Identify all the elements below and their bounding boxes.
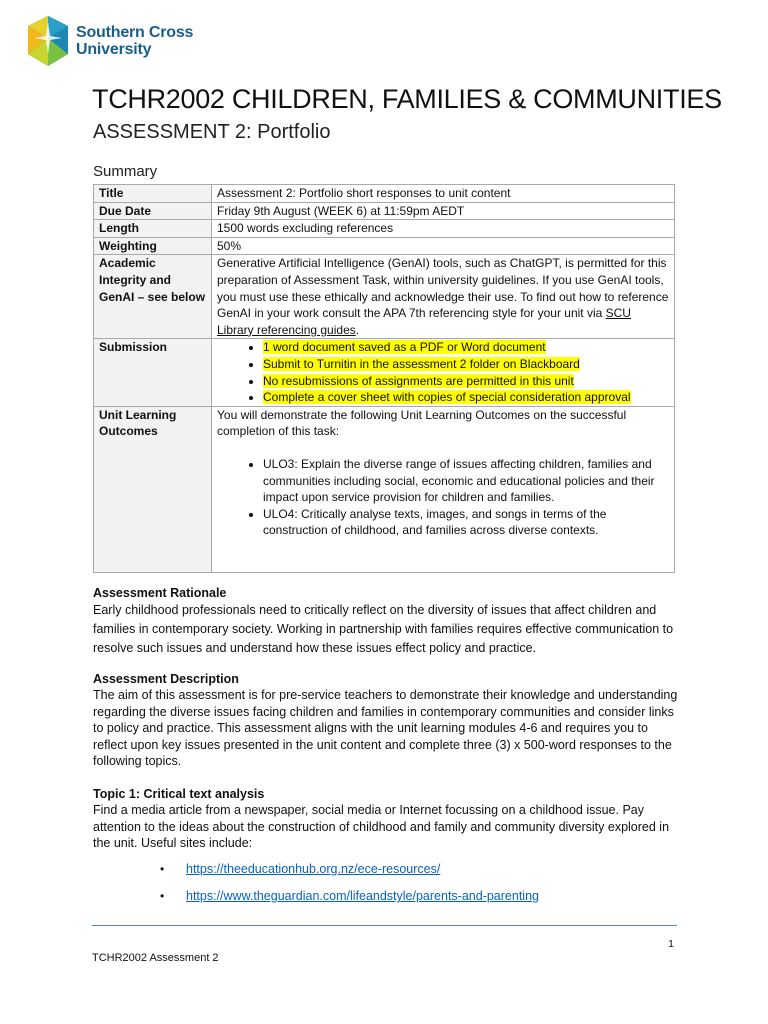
list-item: • ULO4: Critically analyse texts, images, and songs in terms of the construction of childhood, and families across diverse contexts. bbox=[263, 506, 669, 539]
row-key-title: Title bbox=[94, 185, 212, 203]
row-value-academic-integrity bbox=[212, 255, 675, 339]
list-item bbox=[160, 861, 539, 877]
submission-item-3: No resubmissions of assignments are permitted in this unit bbox=[263, 373, 574, 388]
rationale-section bbox=[93, 585, 683, 658]
document-subtitle: ASSESSMENT 2: Portfolio bbox=[93, 121, 331, 143]
ulo-intro: You will demonstrate the following Unit Learning Outcomes on the successful completion of this task: bbox=[217, 407, 627, 439]
row-value-due-date: Friday 9th August (WEEK 6) at 11:59pm AEDT bbox=[212, 202, 675, 220]
integrity-end: . bbox=[355, 322, 360, 337]
submission-list bbox=[217, 339, 669, 405]
table-row bbox=[94, 220, 675, 238]
topic1-body: Find a media article from a newspaper, social media or Internet focussing on a childhood issue. Pay attention to the ideas about the construction of childhood and family and community diversity explored in the unit. Useful sites include: bbox=[93, 803, 670, 851]
row-value-submission bbox=[212, 339, 675, 406]
table-row bbox=[94, 202, 675, 220]
logo-wordmark bbox=[76, 24, 193, 58]
row-key-submission: Submission bbox=[94, 339, 212, 406]
document-title: TCHR2002 CHILDREN, FAMILIES & COMMUNITIES bbox=[92, 84, 722, 114]
guardian-link[interactable]: https://www.theguardian.com/lifeandstyle/parents-and-parenting bbox=[186, 889, 539, 903]
row-key-due-date: Due Date bbox=[94, 202, 212, 220]
list-item bbox=[263, 389, 669, 406]
logo-line1: Southern Cross bbox=[76, 24, 194, 41]
row-key-weighting: Weighting bbox=[94, 237, 212, 255]
table-row bbox=[94, 406, 675, 572]
shield-logo-icon bbox=[26, 14, 70, 68]
table-row bbox=[94, 237, 675, 255]
list-item: • ULO3: Explain the diverse range of issues affecting children, families and communities including social, economic and educational policies and their impact upon service provision for children and families. bbox=[263, 456, 669, 506]
description-body: The aim of this assessment is for pre-service teachers to demonstrate their knowledge and understanding regarding the diverse issues facing children and families in contemporary communities and consider links to policy and practice. This assessment aligns with the unit learning modules 4-6 and requires you to reflect upon key issues presented in the unit content and complete three (3) x 500-word responses to the following topics. bbox=[93, 688, 678, 769]
scu-library-link[interactable]: SCU Library referencing guides bbox=[217, 306, 631, 337]
topic1-section bbox=[93, 786, 683, 852]
row-value-ulo bbox=[212, 406, 675, 572]
university-logo bbox=[26, 14, 193, 68]
topic1-heading: Topic 1: Critical text analysis bbox=[93, 787, 265, 801]
submission-item-4: Complete a cover sheet with copies of special consideration approval bbox=[263, 390, 631, 405]
page-number: 1 bbox=[668, 938, 674, 950]
rationale-heading: Assessment Rationale bbox=[93, 586, 227, 600]
table-row bbox=[94, 185, 675, 203]
logo-line2: University bbox=[76, 41, 152, 58]
row-key-ulo: Unit Learning Outcomes bbox=[94, 406, 212, 572]
summary-heading: Summary bbox=[93, 163, 158, 180]
footer-divider bbox=[92, 925, 677, 926]
list-item bbox=[263, 356, 669, 373]
row-key-academic-integrity: Academic Integrity and GenAI – see below bbox=[94, 255, 212, 339]
bullet-icon: • bbox=[160, 889, 165, 903]
row-key-length: Length bbox=[94, 220, 212, 238]
description-heading: Assessment Description bbox=[93, 672, 239, 686]
list-item bbox=[263, 339, 669, 356]
list-item bbox=[160, 888, 539, 904]
footer-text: TCHR2002 Assessment 2 bbox=[92, 952, 219, 964]
list-item bbox=[263, 373, 669, 390]
bullet-icon: • bbox=[160, 862, 165, 876]
integrity-text: Generative Artificial Intelligence (GenAI) tools, such as ChatGPT, is permitted for this preparation of Assessment Task, within university guidelines. If you use GenAI tools, you must use these ethically and acknowledge their use. To find out how to reference GenAI in your work consult the APA 7th referencing style for your unit via bbox=[217, 256, 669, 321]
rationale-body: Early childhood professionals need to critically reflect on the diversity of issues that affect children and families in contemporary society. Working in partnership with families requires effective communication to resolve such issues and understand how these issues effect policy and practice. bbox=[93, 603, 674, 655]
row-value-length: 1500 words excluding references bbox=[212, 220, 675, 238]
submission-item-1: 1 word document saved as a PDF or Word document bbox=[263, 340, 546, 355]
useful-sites-list bbox=[160, 861, 539, 915]
row-value-weighting: 50% bbox=[212, 237, 675, 255]
ulo-list bbox=[217, 456, 669, 539]
submission-item-2: Submit to Turnitin in the assessment 2 folder on Blackboard bbox=[263, 356, 580, 371]
description-section bbox=[93, 671, 683, 770]
table-row bbox=[94, 255, 675, 339]
education-hub-link[interactable]: https://theeducationhub.org.nz/ece-resources/ bbox=[186, 862, 441, 876]
table-row bbox=[94, 339, 675, 406]
row-value-title: Assessment 2: Portfolio short responses to unit content bbox=[212, 185, 675, 203]
summary-table bbox=[93, 184, 675, 573]
